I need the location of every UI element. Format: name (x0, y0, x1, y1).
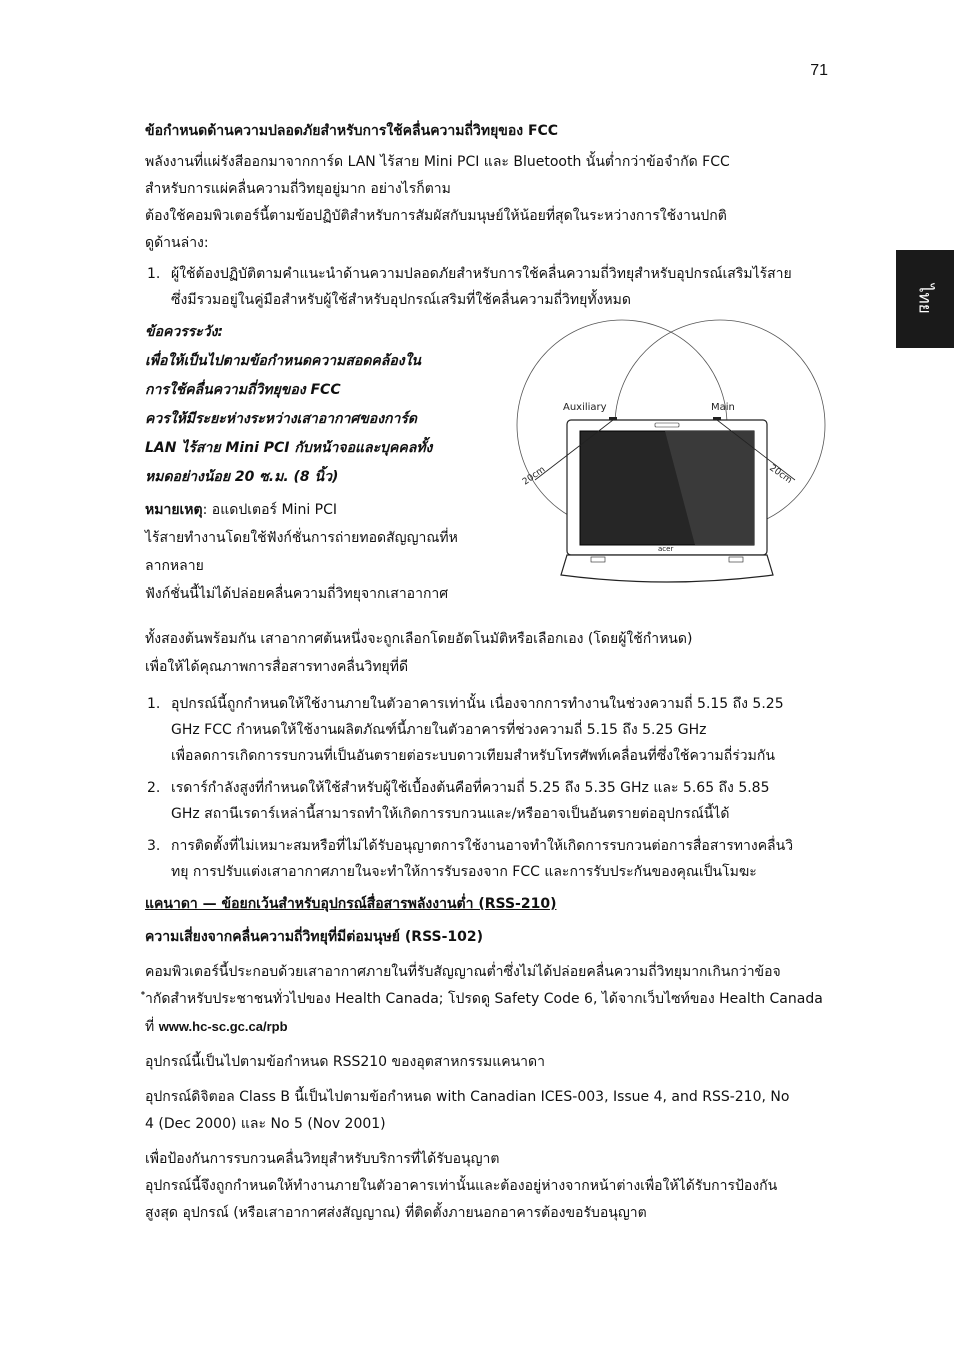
canada-para4-line2: อุปกรณ์นี้จึงถูกกำหนดให้ทำงานภายในตัวอาคารเท่านั้นและต้องอยู่ห่างจากหน้าต่างเพื่อให้ได้รับการป้องกัน (145, 1178, 778, 1194)
fcc-para1-line1: พลังงานที่แผ่รังสีออกมาจากการ์ด LAN ไร้สาย Mini PCI และ Bluetooth นั้นต่ำกว่าข้อจำกัด FCC (145, 154, 730, 170)
caution-line: การใช้คลื่นความถี่วิทยุของ FCC (145, 382, 341, 398)
webcam (655, 423, 679, 427)
list-number: 3. (147, 838, 161, 854)
note-label: หมายเหตุ (145, 502, 203, 518)
caution-line: LAN ไร้สาย Mini PCI กับหน้าจอและบุคคลทั้ง (145, 440, 433, 456)
note-line: ฟังก์ชั่นนี้ไม่ได้ปล่อยคลื่นความถี่วิทยุจากเสาอากาศ (145, 586, 449, 602)
page-number: 71 (810, 62, 828, 79)
list-text-line: อุปกรณ์นี้ถูกกำหนดให้ใช้งานภายในตัวอาคารเท่านั้น เนื่องจากการทำงานในช่วงความถี่ 5.15 ถึง 5.25 (171, 696, 784, 712)
list-text-line: เพื่อลดการเกิดการรบกวนที่เป็นอันตรายต่อระบบดาวเทียมสำหรับโทรศัพท์เคลื่อนที่ซึ่งใช้ความถี่ร่วมกัน (171, 748, 775, 764)
canada-para1-line1: คอมพิวเตอร์นี้ประกอบด้วยเสาอากาศภายในที่รับสัญญาณต่ำซึ่งไม่ได้ปล่อยคลื่นความถี่วิทยุมากเกินกว่าข้อจ (145, 964, 781, 980)
list-text-line: การติดตั้งที่ไม่เหมาะสมหรือที่ไม่ได้รับอนุญาตการใช้งานอาจทำให้เกิดการรบกวนต่อการสื่อสารทางคลื่นวิ (171, 838, 794, 854)
list-item (145, 691, 835, 769)
language-tab-label: ไทย (914, 284, 935, 314)
canada-heading: แคนาดา — ข้อยกเว้นสำหรับอุปกรณ์สื่อสารพลังงานต่ำ (RSS-210) (145, 896, 557, 912)
caution-text (145, 317, 490, 608)
antenna-diagram (495, 317, 835, 607)
brand-label: acer (658, 545, 674, 553)
list-number: 1. (147, 696, 161, 712)
list-text-line: ผู้ใช้ต้องปฏิบัติตามคำแนะนำด้านความปลอดภัยสำหรับการใช้คลื่นความถี่วิทยุสำหรับอุปกรณ์เสริมไร้สาย (171, 266, 792, 282)
fcc-para1-line2: สำหรับการแผ่คลื่นความถี่วิทยุอยู่มาก อย่างไรก็ตาม (145, 181, 451, 197)
note-line: ไร้สายทำงานโดยใช้ฟังก์ชั่นการถ่ายทอดสัญญาณที่ห (145, 530, 458, 546)
list-number: 2. (147, 780, 161, 796)
note-line: ลากหลาย (145, 558, 204, 574)
canada-para1-line3 (145, 1013, 835, 1041)
hinge-right (729, 557, 743, 562)
main-antenna (713, 417, 721, 420)
aux-antenna (609, 417, 617, 420)
list-text-line: GHz สถานีเรดาร์เหล่านี้สามารถทำให้เกิดการรบกวนและ/หรืออาจเป็นอันตรายต่ออุปกรณ์นี้ได้ (171, 806, 730, 822)
fcc-para2-line1: ต้องใช้คอมพิวเตอร์นี้ตามข้อปฏิบัติสำหรับการสัมผัสกับมนุษย์ให้น้อยที่สุดในระหว่างการใช้งานปกติ (145, 208, 727, 224)
canada-para3-line2: 4 (Dec 2000) และ No 5 (Nov 2001) (145, 1116, 386, 1132)
note-line: เพื่อให้ได้คุณภาพการสื่อสารทางคลื่นวิทยุที่ดี (145, 659, 409, 675)
caution-line: ควรให้มีระยะห่างระหว่างเสาอากาศของการ์ด (145, 411, 418, 427)
note-line: ทั้งสองต้นพร้อมกัน เสาอากาศต้นหนึ่งจะถูกเลือกโดยอัตโนมัติหรือเลือกเอง (โดยผู้ใช้กำหนด) (145, 631, 693, 647)
list-item (145, 775, 835, 827)
list-text-line: ซึ่งมีรวมอยู่ในคู่มือสำหรับผู้ใช้สำหรับอุปกรณ์เสริมที่ใช้คลื่นความถี่วิทยุทั้งหมด (171, 292, 631, 308)
canada-para1-line2: ำกัดสำหรับประชาชนทั่วไปของ Health Canada; โปรดดู Safety Code 6, ได้จากเว็บไซท์ของ Health Canada (145, 991, 823, 1007)
caution-title: ข้อควรระวัง: (145, 324, 224, 340)
canada-subheading: ความเสี่ยงจากคลื่นความถี่วิทยุที่มีต่อมนุษย์ (RSS-102) (145, 929, 484, 945)
note-rest: : อแดปเตอร์ Mini PCI (202, 502, 338, 518)
list-text-line: GHz FCC กำหนดให้ใช้งานผลิตภัณฑ์นี้ภายในตัวอาคารที่ช่วงความถี่ 5.15 ถึง 5.25 GHz (171, 722, 707, 738)
canada-para1-prefix: ที่ (145, 1019, 159, 1035)
list-text-line: ทยุ การปรับแต่งเสาอากาศภายในจะทำให้การรับรองจาก FCC และการรับประกันของคุณเป็นโมฆะ (171, 864, 757, 880)
hinge-left (591, 557, 605, 562)
fcc-para2-line2: ดูด้านล่าง: (145, 235, 209, 251)
aux-label: Auxiliary (563, 402, 607, 413)
caution-line: เพื่อให้เป็นไปตามข้อกำหนดความสอดคล้องใน (145, 353, 422, 369)
fcc-list-2 (145, 691, 835, 885)
list-item (145, 833, 835, 885)
list-text-line: เรดาร์กำลังสูงที่กำหนดให้ใช้สำหรับผู้ใช้เบื้องต้นคือที่ความถี่ 5.25 ถึง 5.35 GHz และ 5.65 ถึง 5.85 (171, 780, 770, 796)
page-content (145, 118, 835, 1227)
note-first-line (145, 496, 490, 524)
fcc-heading: ข้อกำหนดด้านความปลอดภัยสำหรับการใช้คลื่นความถี่วิทยุของ FCC (145, 123, 559, 139)
canada-para4-line3: สูงสุด อุปกรณ์ (หรือเสาอากาศส่งสัญญาณ) ที่ติดตั้งภายนอกอาคารต้องขอรับอนุญาต (145, 1205, 647, 1221)
list-number: 1. (147, 266, 161, 282)
list-item (145, 261, 835, 313)
health-canada-link[interactable]: www.hc-sc.gc.ca/rpb (158, 1019, 288, 1034)
canada-para4-line1: เพื่อป้องกันการรบกวนคลื่นวิทยุสำหรับบริการที่ได้รับอนุญาต (145, 1151, 500, 1167)
canada-para2: อุปกรณ์นี้เป็นไปตามข้อกำหนด RSS210 ของอุตสาหกรรมแคนาดา (145, 1054, 545, 1070)
caution-line: หมดอย่างน้อย 20 ซ.ม. (8 นิ้ว) (145, 469, 339, 485)
caution-block (145, 317, 835, 625)
main-label: Main (711, 402, 735, 413)
main-distance-label: 20cm (767, 463, 794, 486)
language-tab (896, 250, 954, 348)
canada-para3-line1: อุปกรณ์ดิจิตอล Class B นี้เป็นไปตามข้อกำหนด with Canadian ICES-003, Issue 4, and RSS-210, No (145, 1089, 790, 1105)
aux-distance-label: 20cm (520, 464, 548, 488)
fcc-list-1 (145, 261, 835, 313)
